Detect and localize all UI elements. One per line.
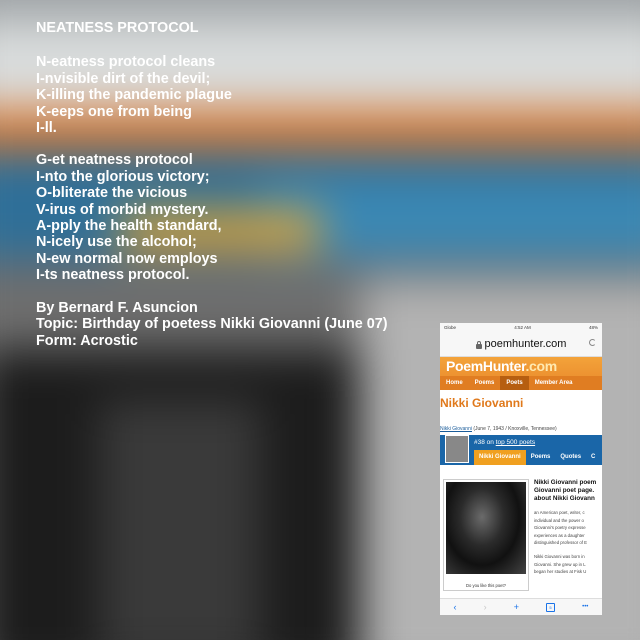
poet-thumbnail[interactable] — [445, 435, 469, 463]
forward-arrow-icon[interactable]: › — [483, 602, 487, 612]
poet-portrait — [446, 482, 526, 574]
rank-row — [440, 435, 602, 450]
back-arrow-icon[interactable]: ‹ — [453, 602, 457, 612]
poem-line: I-nto the glorious victory; — [36, 168, 210, 185]
desc-paragraph-2: Nikki Giovanni was born in Giovanni. She grew up in L began her studies at Fisk U — [534, 553, 587, 575]
nav-poems[interactable]: Poems — [474, 380, 495, 386]
poem-line: K-eeps one from being — [36, 103, 192, 120]
top-poets-link[interactable]: top 500 poets — [495, 439, 536, 446]
browser-toolbar — [440, 598, 602, 615]
battery-label: 48% — [588, 325, 598, 330]
poet-photo — [443, 479, 529, 591]
poem-line: V-irus of morbid mystery. — [36, 201, 209, 218]
poet-name-heading: Nikki Giovanni — [440, 396, 524, 410]
poem-line: I-ts neatness protocol. — [36, 267, 190, 284]
photo-caption[interactable]: Do you like this poet? — [465, 583, 507, 588]
poem-title: NEATNESS PROTOCOL — [36, 20, 199, 36]
tab-more[interactable]: C — [591, 454, 596, 460]
site-logo[interactable]: PoemHunter.com — [446, 358, 557, 374]
poem-line: N-ew normal now employs — [36, 250, 218, 267]
reload-icon[interactable] — [589, 339, 596, 346]
poem-line: O-bliterate the vicious — [36, 185, 188, 202]
poem-line: G-et neatness protocol — [36, 152, 193, 169]
poem-block — [36, 20, 388, 349]
url-text: poemhunter.com — [484, 338, 567, 350]
nav-home[interactable]: Home — [446, 380, 463, 386]
plus-icon[interactable]: + — [513, 602, 519, 612]
poet-link[interactable]: Nikki Giovanni — [440, 426, 472, 432]
poem-line: A-pply the health standard, — [36, 218, 222, 235]
poem-line: I-nvisible dirt of the devil; — [36, 70, 211, 87]
rank-bar — [440, 435, 602, 465]
poem-line: N-icely use the alcohol; — [36, 234, 197, 251]
address-bar[interactable] — [440, 332, 602, 357]
poet-subtitle — [440, 426, 602, 432]
poet-content — [440, 465, 602, 591]
tab-quotes[interactable]: Quotes — [560, 454, 582, 460]
poet-dates: (June 7, 1943 / Knoxville, Tennessee) — [473, 426, 557, 432]
poem-credits — [36, 300, 388, 349]
site-header — [440, 357, 602, 390]
poet-description — [529, 479, 602, 591]
desc-paragraph-1: an American poet, writer, c individual and the power o Giovanni's poetry expresse experiences as a daughter distinguished professor of E — [534, 510, 588, 546]
nav-member-area[interactable]: Member Area — [534, 380, 573, 386]
lock-icon — [476, 344, 482, 349]
desc-heading: Nikki Giovanni poem Giovanni poet page. about Nikki Giovann — [534, 479, 597, 502]
poem-topic: Topic: Birthday of poetess Nikki Giovanni (June 07) — [36, 316, 388, 333]
tabs-icon[interactable]: 5 — [546, 603, 555, 612]
status-time: 4:52 AM — [514, 325, 531, 330]
carrier-label: Globe — [444, 325, 457, 330]
nav-poets[interactable]: Poets — [500, 376, 528, 390]
site-nav — [440, 376, 602, 390]
phone-screenshot — [440, 323, 602, 615]
poem-form: Form: Acrostic — [36, 332, 138, 349]
poem-line: N-eatness protocol cleans — [36, 54, 216, 71]
tab-nikki-giovanni[interactable]: Nikki Giovanni — [474, 450, 526, 465]
poem-line: K-illing the pandemic plague — [36, 87, 232, 104]
more-icon[interactable]: ••• — [582, 604, 589, 610]
rank-prefix: #38 on — [474, 439, 494, 446]
tab-poems[interactable]: Poems — [530, 454, 551, 460]
poem-stanza-1 — [36, 54, 388, 136]
poem-stanza-2 — [36, 152, 388, 283]
status-bar — [440, 323, 602, 332]
poem-line: I-ll. — [36, 120, 57, 137]
poem-author: By Bernard F. Asuncion — [36, 299, 198, 316]
